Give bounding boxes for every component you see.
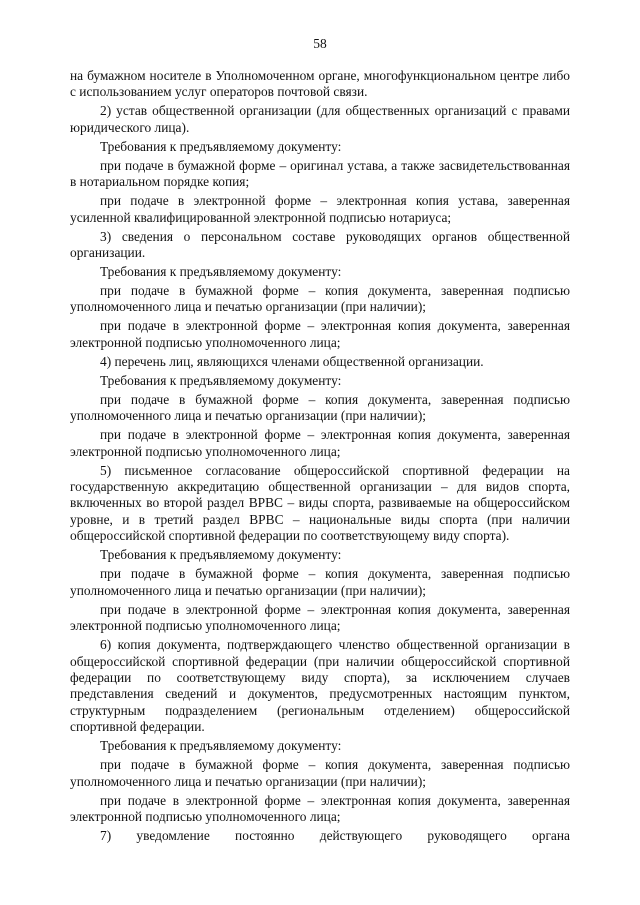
paragraph: Требования к предъявляемому документу: — [100, 738, 342, 754]
paragraph: при подаче в электронной форме – электронная копия документа, заверенная электронной подписью уполномоченного лица; — [70, 792, 570, 824]
paragraph: при подаче в бумажной форме – копия документа, заверенная подписью уполномоченного лица и печатью организации (при наличии); — [70, 283, 570, 315]
paragraph: 4) перечень лиц, являющихся членами общественной организации. — [100, 353, 484, 369]
paragraph: 2) устав общественной организации (для общественных организаций с правами юридического лица). — [70, 103, 570, 135]
paragraph: Требования к предъявляемому документу: — [100, 138, 342, 154]
paragraph: при подаче в бумажной форме – копия документа, заверенная подписью уполномоченного лица и печатью организации (при наличии); — [70, 391, 570, 424]
paragraph: 5) письменное согласование общероссийской спортивной федерации на государственную аккредитацию общественной организации – для видов спорта, включенных во второй раздел ВРВС – виды спорта, развиваемые на общероссийском уровне, и в третий раздел ВРВС – национальные виды спорта (при наличии общероссийской спортивной федерации по соответствующему виду спорта). — [70, 462, 570, 544]
paragraph: 3) сведения о персональном составе руководящих органов общественной организации. — [70, 228, 570, 261]
paragraph: 7) уведомление постоянно действующего руководящего органа — [100, 827, 570, 843]
paragraph: Требования к предъявляемому документу: — [100, 547, 342, 563]
page-number: 58 — [313, 36, 327, 51]
paragraph: при подаче в электронной форме – электронная копия устава, заверенная усиленной квалифицированной электронной подписью нотариуса; — [70, 193, 570, 225]
paragraph: при подаче в бумажной форме – копия документа, заверенная подписью уполномоченного лица и печатью организации (при наличии); — [70, 566, 570, 598]
paragraph: при подаче в бумажной форме – копия документа, заверенная подписью уполномоченного лица и печатью организации (при наличии); — [70, 757, 570, 789]
paragraph: при подаче в электронной форме – электронная копия документа, заверенная электронной подписью уполномоченного лица; — [70, 427, 570, 459]
paragraph: при подаче в электронной форме – электронная копия документа, заверенная электронной подписью уполномоченного лица; — [70, 318, 570, 350]
paragraph: на бумажном носителе в Уполномоченном органе, многофункциональном центре либо с использованием услуг операторов почтовой связи. — [70, 68, 570, 100]
paragraph: Требования к предъявляемому документу: — [100, 372, 342, 388]
document-body — [70, 68, 570, 847]
paragraph: 6) копия документа, подтверждающего членство общественной организации в общероссийской спортивной федерации (при наличии общероссийской спортивной федерации по соответствующему виду спорта), за исключением случаев представления сведений и документов, предусмотренных настоящим пунктом, структурным подразделением (региональным отделением) общероссийской спортивной федерации. — [70, 637, 570, 735]
paragraph: при подаче в электронной форме – электронная копия документа, заверенная электронной подписью уполномоченного лица; — [70, 601, 570, 634]
paragraph: при подаче в бумажной форме – оригинал устава, а также засвидетельствованная в нотариальном порядке копия; — [70, 157, 570, 190]
paragraph: Требования к предъявляемому документу: — [100, 264, 342, 280]
